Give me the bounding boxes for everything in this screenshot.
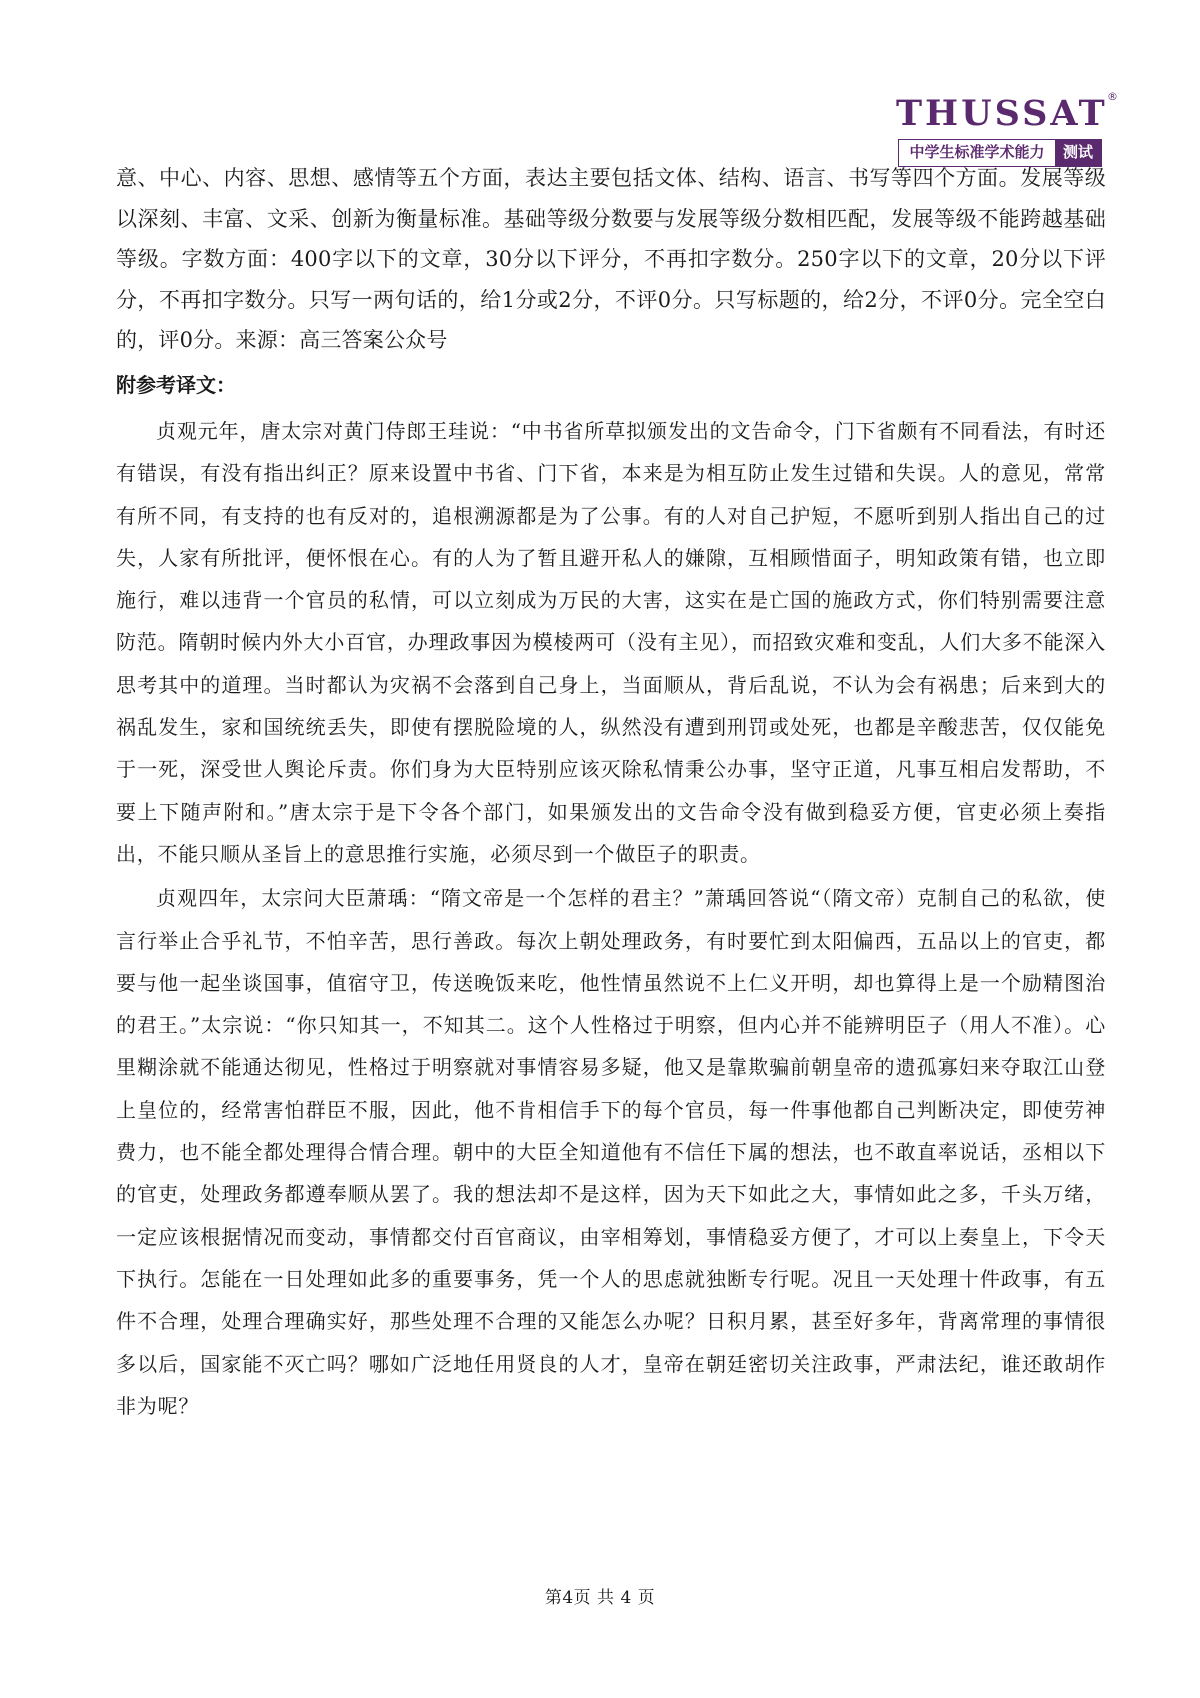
logo-test-label: 测试	[1055, 140, 1101, 166]
registered-mark: ®	[1107, 90, 1118, 103]
page-number-footer: 第4页 共 4 页	[544, 1588, 656, 1608]
translation-paragraph-1: 贞观元年，唐太宗对黄门侍郎王珪说：“中书省所草拟颁发出的文告命令，门下省颇有不同看法，有时还有错误，有没有指出纠正？原来设置中书省、门下省，本来是为相互防止发生过错和失误。人的意见，常常有所不同，有支持的也有反对的，追根溯源都是为了公事。有的人对自己护短，不愿听到别人指出自己的过失，人家有所批评，便怀恨在心。有的人为了暂且避开私人的嫌隙，互相顾惜面子，明知政策有错，也立即施行，难以违背一个官员的私情，可以立刻成为万民的大害，这实在是亡国的施政方式，你们特别需要注意防范。隋朝时候内外大小百官，办理政事因为模棱两可（没有主见），而招致灾难和变乱，人们大多不能深入思考其中的道理。当时都认为灾祸不会落到自己身上，当面顺从，背后乱说，不认为会有祸患；后来到大的祸乱发生，家和国统统丢失，即使有摆脱险境的人，纵然没有遭到刑罚或处死，也都是辛酸悲苦，仅仅能免于一死，深受世人舆论斥责。你们身为大臣特别应该灭除私情秉公办事，坚守正道，凡事互相启发帮助，不要上下随声附和。”唐太宗于是下令各个部门，如果颁发出的文告命令没有做到稳妥方便，官吏必须上奏指出，不能只顺从圣旨上的意思推行实施，必须尽到一个做臣子的职责。	[116, 418, 1106, 866]
page-content	[116, 158, 1106, 1427]
translation-paragraph-2: 贞观四年，太宗问大臣萧瑀：“隋文帝是一个怎样的君主？”萧瑀回答说“（隋文帝）克制自己的私欲，使言行举止合乎礼节，不怕辛苦，思行善政。每次上朝处理政务，有时要忙到太阳偏西，五品以上的官吏，都要与他一起坐谈国事，值宿守卫，传送晚饭来吃，他性情虽然说不上仁义开明，却也算得上是一个励精图治的君王。”太宗说：“你只知其一，不知其二。这个人性格过于明察，但内心并不能辨明臣子（用人不准）。心里糊涂就不能通达彻见，性格过于明察就对事情容易多疑，他又是靠欺骗前朝皇帝的遗孤寡妇来夺取江山登上皇位的，经常害怕群臣不服，因此，他不肯相信手下的每个官员，每一件事他都自己判断决定，即使劳神费力，也不能全都处理得合情合理。朝中的大臣全知道他有不信任下属的想法，也不敢直率说话，丞相以下的官吏，处理政务都遵奉顺从罢了。我的想法却不是这样，因为天下如此之大，事情如此之多，千头万绪，一定应该根据情况而变动，事情都交付百官商议，由宰相筹划，事情稳妥方便了，才可以上奏皇上，下令天下执行。怎能在一日处理如此多的重要事务，凭一个人的思虑就独断专行呢。况且一天处理十件政事，有五件不合理，处理合理确实好，那些处理不合理的又能怎么办呢？日积月累，甚至好多年，背离常理的事情很多以后，国家能不灭亡吗？哪如广泛地任用贤良的人才，皇帝在朝廷密切关注政事，严肃法纪，谁还敢胡作非为呢？	[116, 886, 1106, 1418]
reference-translation-heading: 附参考译文：	[116, 372, 236, 397]
logo-wordmark: THUSSAT	[896, 93, 1108, 134]
grading-criteria-paragraph: 意、中心、内容、思想、感情等五个方面，表达主要包括文体、结构、语言、书写等四个方面。发展等级以深刻、丰富、文采、创新为衡量标准。基础等级分数要与发展等级分数相匹配，发展等级不能跨越基础等级。字数方面：400字以下的文章，30分以下评分，不再扣字数分。250字以下的文章，20分以下评分，不再扣字数分。只写一两句话的，给1分或2分，不评0分。只写标题的，给2分，不评0分。完全空白的，评0分。来源：高三答案公众号	[116, 166, 1106, 353]
logo-subtitle: 中学生标准学术能力	[909, 143, 1045, 161]
